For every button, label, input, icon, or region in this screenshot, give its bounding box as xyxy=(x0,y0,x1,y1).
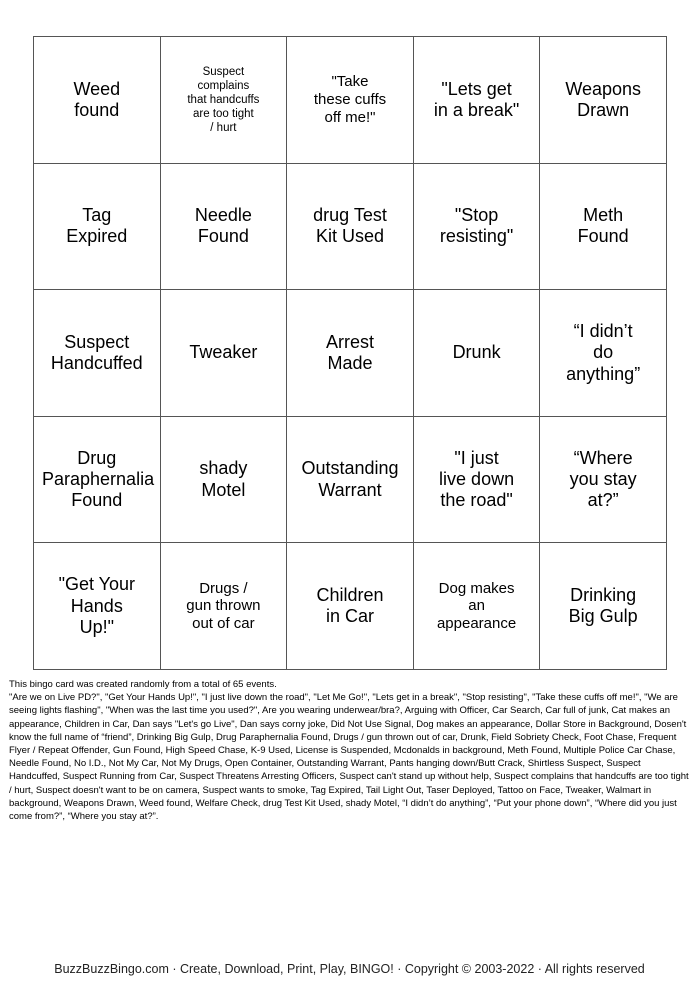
bingo-row xyxy=(34,543,667,670)
bingo-cell: Meth Found xyxy=(540,163,667,290)
bingo-cell: "Lets get in a break" xyxy=(413,37,540,164)
bingo-cell: Suspect complains that handcuffs are too tight / hurt xyxy=(160,37,287,164)
footer-copyright: BuzzBuzzBingo.com · Create, Download, Print, Play, BINGO! · Copyright © 2003-2022 · All rights reserved xyxy=(54,962,645,976)
bingo-cell: drug Test Kit Used xyxy=(287,163,414,290)
bingo-cell: "I just live down the road" xyxy=(413,416,540,543)
bingo-cell: Drug Paraphernalia Found xyxy=(34,416,161,543)
event-list: "Are we on Live PD?", "Get Your Hands Up!", "I just live down the road", "Let Me Go!", "Lets get in a break", "Stop resisting", "Take these cuffs off me!", "We are seeing lights flashing", "When was the last time you used?", Are you wearing underwear/bra?, Arguing with Officer, Car Search, Car full of junk, Cat makes an appearance, Children in Car, Dan says "Let's go Live", Dan says corny joke, Did Not Use Signal, Dog makes an appearance, Dollar Store in Background, Dosen't know the full name of “friend”, Drinking Big Gulp, Drug Paraphernalia Found, Drugs / gun thrown out of car, Drunk, Field Sobriety Check, Foot Chase, Frequent Flyer / Repeat Offender, Gun Found, High Speed Chase, K-9 Used, License is Suspended, Mcdonalds in background, Meth Found, Multiple Police Car Chase, Needle Found, No I.D., Not My Car, Not My Drugs, Open Container, Outstanding Warrant, Pants hanging down/Butt Crack, Shirtless Suspect, Suspect Handcuffed, Suspect Running from Car, Suspect Threatens Arresting Officers, Suspect can't stand up without help, Suspect complains that handcuffs are too tight / hurt, Suspect doesn't want to be on camera, Suspect wants to smoke, Tag Expired, Tail Light Out, Taser Deployed, Tattoo on Face, Tweaker, Walmart in background, Weapons Drawn, Weed found, Welfare Check, drug Test Kit Used, shady Motel, “I didn’t do anything”, “Put your phone down”, “Where did you just come from?”, “Where you stay at?”. xyxy=(9,692,689,823)
bingo-cell: shady Motel xyxy=(160,416,287,543)
bingo-cell: "Stop resisting" xyxy=(413,163,540,290)
bingo-cell: Arrest Made xyxy=(287,290,414,417)
bingo-row xyxy=(34,37,667,164)
bingo-cell: Weed found xyxy=(34,37,161,164)
bingo-cell: Dog makes an appearance xyxy=(413,543,540,670)
bingo-cell: Children in Car xyxy=(287,543,414,670)
bingo-cell: Tweaker xyxy=(160,290,287,417)
bingo-cell: Suspect Handcuffed xyxy=(34,290,161,417)
bingo-cell: “I didn’t do anything” xyxy=(540,290,667,417)
bingo-cell: Outstanding Warrant xyxy=(287,416,414,543)
bingo-row xyxy=(34,163,667,290)
bingo-cell: Drugs / gun thrown out of car xyxy=(160,543,287,670)
bingo-row xyxy=(34,290,667,417)
bingo-cell: Drunk xyxy=(413,290,540,417)
bingo-card-grid xyxy=(33,36,667,670)
card-summary: This bingo card was created randomly from a total of 65 events. xyxy=(9,679,277,690)
bingo-cell: "Take these cuffs off me!" xyxy=(287,37,414,164)
bingo-cell: Needle Found xyxy=(160,163,287,290)
bingo-cell: Weapons Drawn xyxy=(540,37,667,164)
card-info xyxy=(9,678,691,823)
bingo-cell: Tag Expired xyxy=(34,163,161,290)
bingo-cell: Drinking Big Gulp xyxy=(540,543,667,670)
bingo-row xyxy=(34,416,667,543)
bingo-cell: "Get Your Hands Up!" xyxy=(34,543,161,670)
bingo-cell: “Where you stay at?” xyxy=(540,416,667,543)
